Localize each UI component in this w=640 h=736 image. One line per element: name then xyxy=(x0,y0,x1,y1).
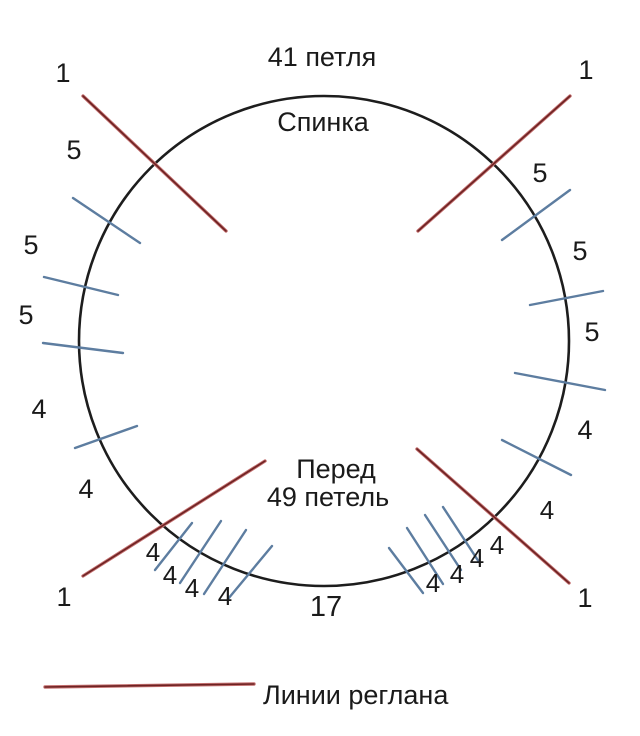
labels-layer xyxy=(18,42,599,623)
stitch-count: 4 xyxy=(449,559,465,589)
stitch-count: 5 xyxy=(572,236,588,266)
stitch-count: 4 xyxy=(162,560,178,590)
legend-label: Линии реглана xyxy=(263,680,449,710)
stitch-tick xyxy=(44,277,118,295)
stitch-tick xyxy=(73,198,140,243)
raglan-line xyxy=(83,461,265,576)
stitch-count: 5 xyxy=(66,135,82,165)
stitch-count: 5 xyxy=(584,317,600,347)
stitch-tick xyxy=(502,190,570,240)
yoke-circle xyxy=(79,96,569,586)
yoke-circle-layer xyxy=(79,96,569,586)
bottom-stitch-count: 17 xyxy=(309,591,343,623)
raglan-line xyxy=(83,96,226,231)
stitch-count: 4 xyxy=(31,394,47,424)
front-label: Перед xyxy=(296,454,376,484)
stitch-tick xyxy=(515,373,605,390)
stitch-count: 1 xyxy=(56,582,72,612)
stitch-count: 4 xyxy=(184,573,200,603)
stitch-tick xyxy=(43,343,123,353)
stitch-count: 1 xyxy=(578,55,594,85)
front-stitch-count: 49 петель xyxy=(266,482,390,512)
neck-stitch-count: 41 петля xyxy=(267,42,377,72)
stitch-count: 4 xyxy=(78,474,94,504)
stitch-count: 5 xyxy=(18,300,34,330)
stitch-count: 4 xyxy=(145,537,161,567)
stitch-count: 4 xyxy=(469,543,485,573)
stitch-tick xyxy=(75,426,137,448)
stitch-count: 1 xyxy=(577,583,593,613)
stitch-count: 1 xyxy=(55,58,71,88)
stitch-ticks-layer xyxy=(43,190,605,599)
back-label: Спинка xyxy=(277,107,369,137)
legend-layer xyxy=(45,680,449,710)
stitch-tick xyxy=(502,440,571,475)
stitch-count: 4 xyxy=(577,415,593,445)
stitch-count: 4 xyxy=(425,568,441,598)
stitch-tick xyxy=(389,548,423,593)
stitch-count: 5 xyxy=(23,230,39,260)
stitch-count: 5 xyxy=(532,158,548,188)
stitch-tick xyxy=(228,546,272,599)
stitch-count: 4 xyxy=(539,495,555,525)
stitch-count: 4 xyxy=(489,530,505,560)
stitch-count: 4 xyxy=(217,581,233,611)
